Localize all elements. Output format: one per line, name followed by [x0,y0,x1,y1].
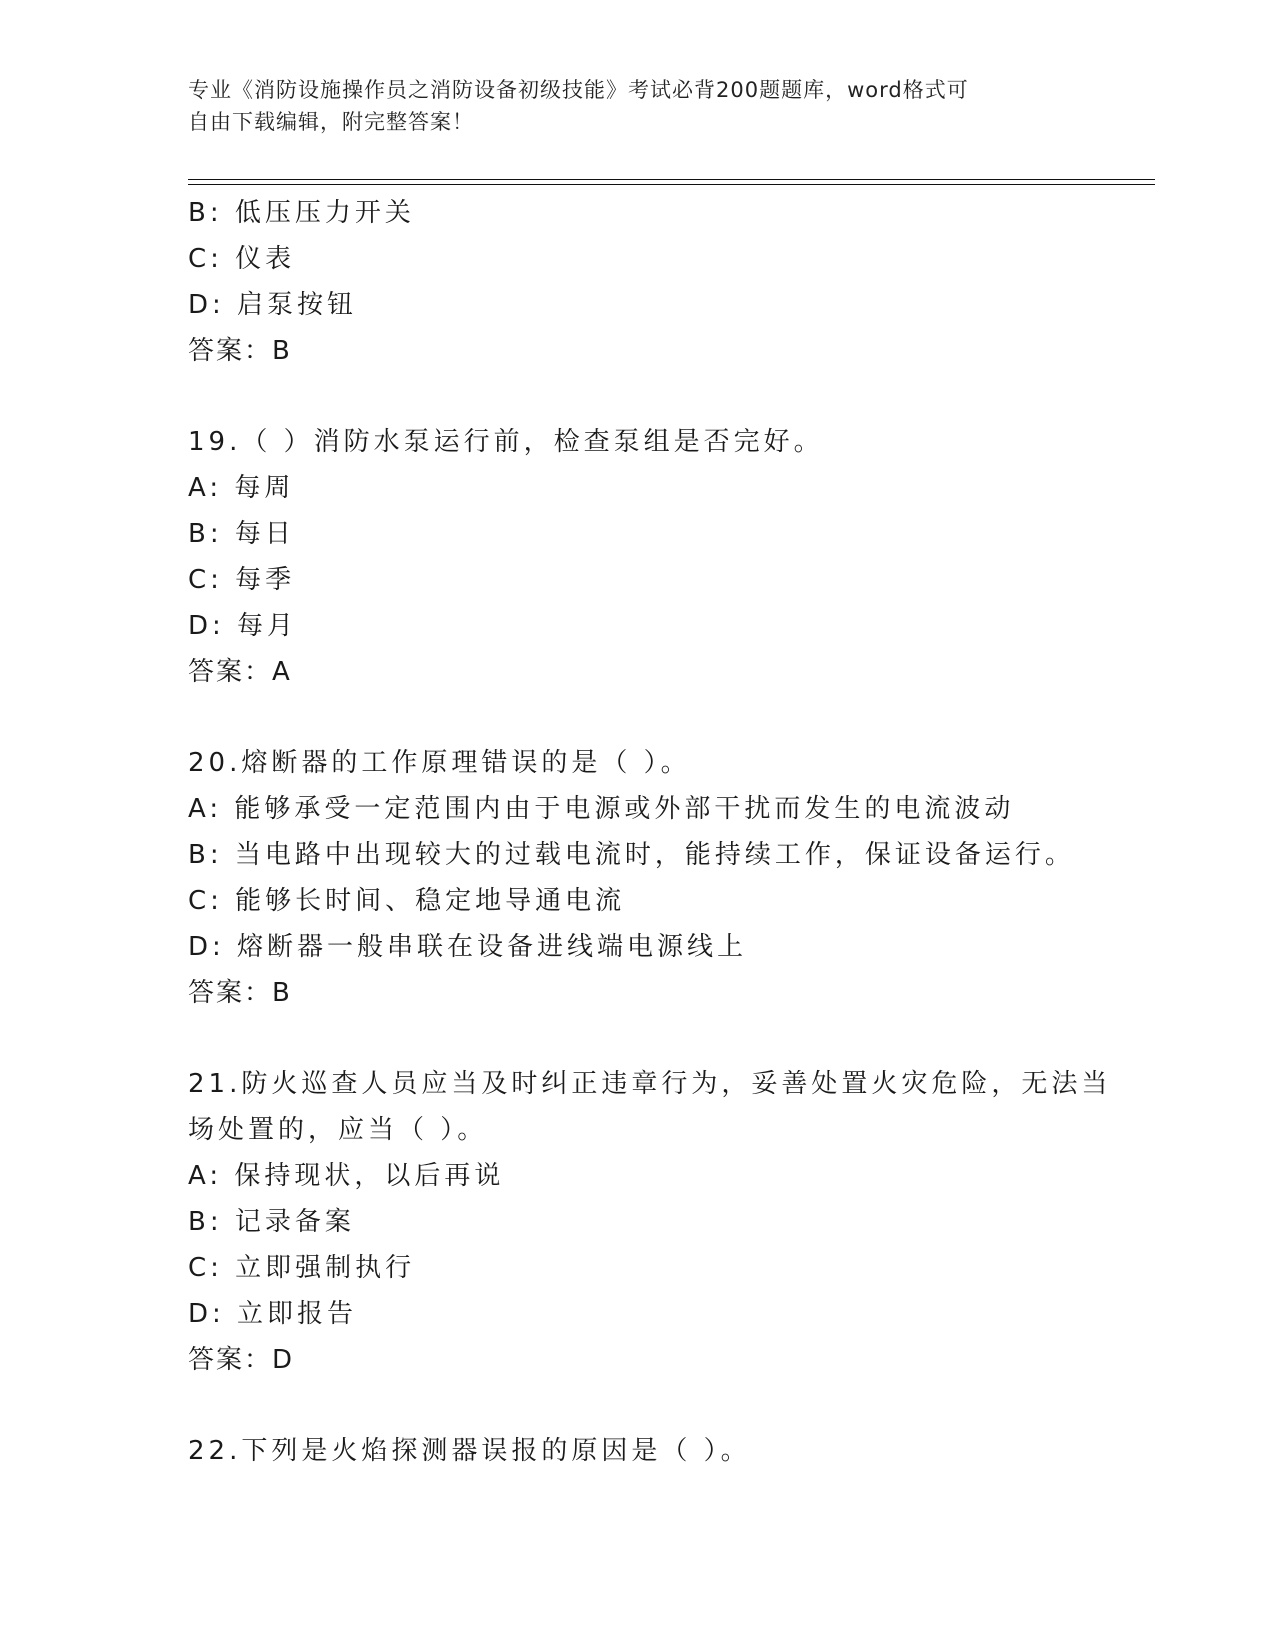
option-c: C: 每季 [188,565,296,595]
option-c: C: 仪表 [188,244,296,274]
answer-line: 答案：A [188,657,292,687]
question-stem: 19.（ ）消防水泵运行前，检查泵组是否完好。 [188,427,824,457]
spacer [188,374,1148,419]
option-d: D: 启泵按钮 [188,290,358,320]
spacer [188,1016,1148,1061]
option-b: B: 记录备案 [188,1207,355,1237]
option-c: C: 立即强制执行 [188,1253,416,1283]
question-20 [188,740,1148,1016]
question-stem: 22.下列是火焰探测器误报的原因是（ ）。 [188,1436,751,1466]
spacer [188,1383,1148,1428]
answer-line: 答案：B [188,336,292,366]
answer-line: 答案：D [188,1345,295,1375]
header-divider-bottom [188,184,1155,185]
question-stem: 20.熔断器的工作原理错误的是（ ）。 [188,748,691,778]
header-title-line-1: 专业《消防设施操作员之消防设备初级技能》考试必背200题题库，word格式可 [188,78,969,102]
option-a: A: 每周 [188,473,295,503]
header-divider-top [188,179,1155,180]
spacer [188,695,1148,740]
option-d: D: 熔断器一般串联在设备进线端电源线上 [188,932,748,962]
question-stem-line-1: 21.防火巡查人员应当及时纠正违章行为，妥善处置火灾危险，无法当 [188,1069,1112,1099]
option-d: D: 每月 [188,611,298,641]
answer-line: 答案：B [188,978,292,1008]
question-22 [188,1428,1148,1474]
option-d: D: 立即报告 [188,1299,358,1329]
option-a: A: 能够承受一定范围内由于电源或外部干扰而发生的电流波动 [188,794,1015,824]
option-b: B: 当电路中出现较大的过载电流时，能持续工作，保证设备运行。 [188,840,1075,870]
option-b: B: 每日 [188,519,295,549]
header-title-line-2: 自由下载编辑，附完整答案！ [188,110,474,134]
question-list [188,190,1148,1474]
question-21 [188,1061,1148,1383]
option-c: C: 能够长时间、稳定地导通电流 [188,886,626,916]
question-stem-line-2: 场处置的，应当（ ）。 [188,1115,488,1145]
question-19 [188,419,1148,695]
question-partial [188,190,1148,374]
option-a: A: 保持现状，以后再说 [188,1161,505,1191]
document-header [188,74,1088,138]
option-b: B: 低压压力开关 [188,198,415,228]
